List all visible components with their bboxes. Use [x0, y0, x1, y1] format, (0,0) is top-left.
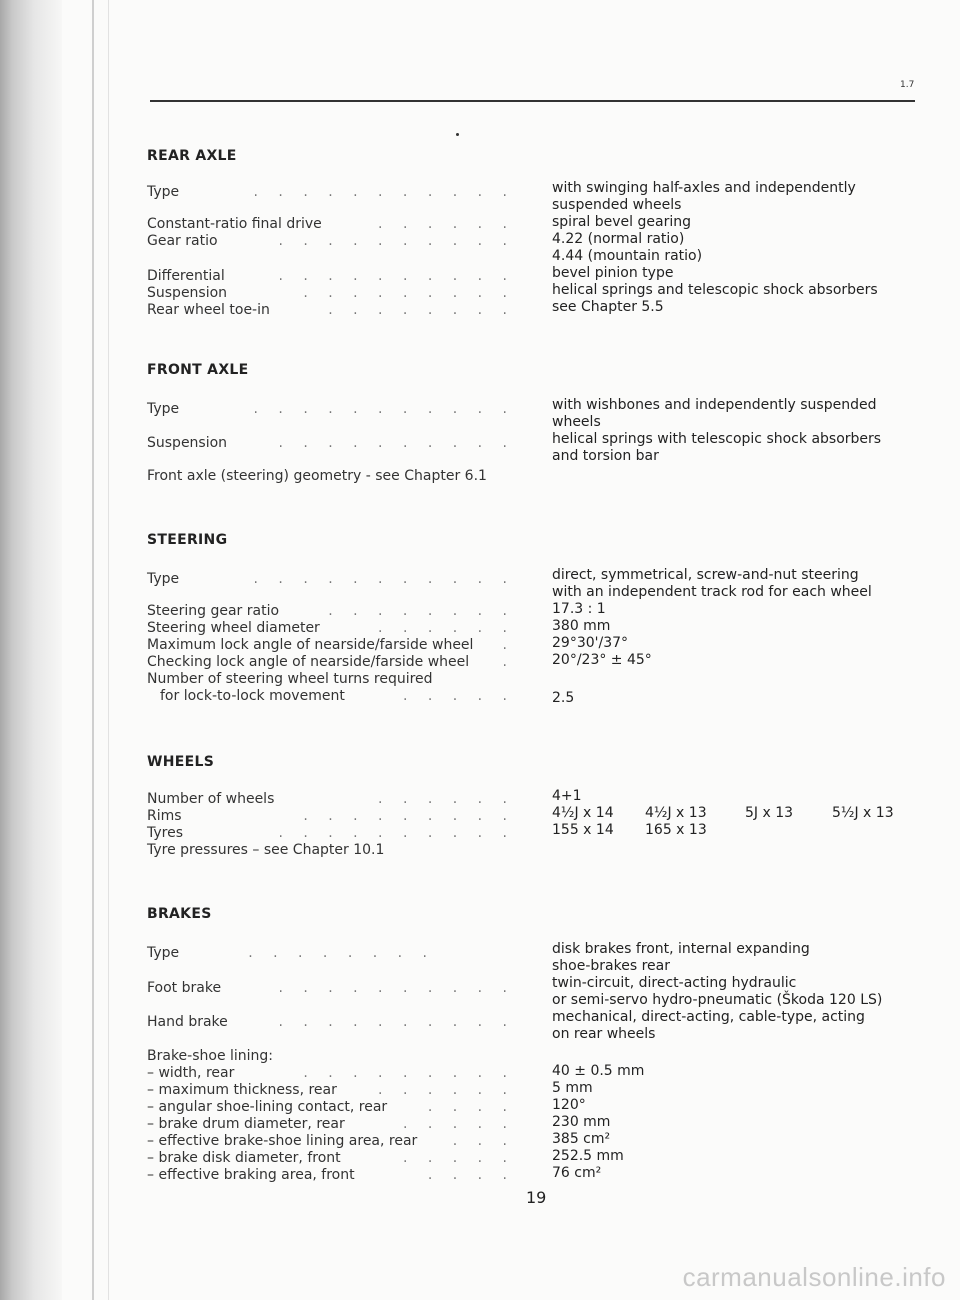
braking-area-value: 76 cm²	[552, 1165, 602, 1181]
turns-label-cont: for lock-to-lock movement	[160, 688, 345, 704]
rear-suspension-value: helical springs and telescopic shock absorbers	[552, 282, 878, 298]
turns-label: Number of steering wheel turns required	[147, 671, 433, 687]
rim-size: 4½J x 14	[552, 805, 614, 821]
speck-mark	[456, 133, 459, 136]
leader-dots: . . . . . . . . . .	[278, 1014, 515, 1030]
rear-type-value: with swinging half-axles and independently	[552, 180, 856, 196]
front-suspension-value: helical springs with telescopic shock absorbers	[552, 431, 882, 447]
leader-dots: . . . .	[427, 1099, 515, 1115]
foot-brake-label: Foot brake	[147, 980, 222, 996]
rim-size: 4½J x 13	[645, 805, 707, 821]
rear-gear-ratio-value-2: 4.44 (mountain ratio)	[552, 248, 703, 264]
header-rule	[150, 100, 915, 102]
leader-dots: . . . . . . . .	[328, 603, 515, 619]
brake-type-value-cont: shoe-brakes rear	[552, 958, 670, 974]
leader-dots: . . . . . .	[378, 1082, 515, 1098]
steering-gear-ratio-label: Steering gear ratio	[147, 603, 280, 619]
front-suspension-value-cont: and torsion bar	[552, 448, 659, 464]
lining-area-value: 385 cm²	[552, 1131, 611, 1147]
leader-dots: . . . . . . . . . . .	[253, 571, 515, 587]
rear-type-label: Type	[147, 184, 180, 200]
lining-width-label: – width, rear	[147, 1065, 235, 1081]
section-title-front-axle: FRONT AXLE	[147, 362, 249, 378]
check-lock-value: 20°/23° ± 45°	[552, 652, 652, 668]
steering-diameter-value: 380 mm	[552, 618, 611, 634]
wheels-number-label: Number of wheels	[147, 791, 275, 807]
disk-diameter-value: 252.5 mm	[552, 1148, 624, 1164]
lining-heading: Brake-shoe lining:	[147, 1048, 274, 1064]
tyres-label: Tyres	[147, 825, 184, 841]
leader-dots: . . . . . . . . . .	[278, 233, 515, 249]
leader-dots: . . . . . . . . .	[303, 808, 515, 824]
lining-width-value: 40 ± 0.5 mm	[552, 1063, 645, 1079]
rim-size: 5½J x 13	[832, 805, 894, 821]
check-lock-label: Checking lock angle of nearside/farside wheel	[147, 654, 470, 670]
rear-type-value-cont: suspended wheels	[552, 197, 682, 213]
brake-type-value: disk brakes front, internal expanding	[552, 941, 810, 957]
steering-gear-ratio-value: 17.3 : 1	[552, 601, 606, 617]
section-title-wheels: WHEELS	[147, 754, 215, 770]
braking-area-label: – effective braking area, front	[147, 1167, 355, 1183]
leader-dots: . . . . .	[402, 688, 515, 704]
rear-gear-ratio-label: Gear ratio	[147, 233, 218, 249]
steering-diameter-label: Steering wheel diameter	[147, 620, 320, 636]
leader-dots: . . . . . .	[378, 216, 515, 232]
page-reference: 1.7	[900, 80, 915, 90]
brake-type-label: Type	[147, 945, 180, 961]
leader-dots: . . . . . .	[378, 791, 515, 807]
lining-thickness-label: – maximum thickness, rear	[147, 1082, 337, 1098]
max-lock-label: Maximum lock angle of nearside/farside wheel	[147, 637, 474, 653]
differential-value: bevel pinion type	[552, 265, 674, 281]
spine-line	[92, 0, 94, 1300]
rims-label: Rims	[147, 808, 182, 824]
spine-line-secondary	[108, 0, 109, 1300]
disk-diameter-label: – brake disk diameter, front	[147, 1150, 341, 1166]
leader-dots: . . . . . . . . . . .	[253, 184, 515, 200]
steering-type-value: direct, symmetrical, screw-and-nut steering	[552, 567, 859, 583]
leader-dots: . . . . .	[402, 1150, 515, 1166]
final-drive-label: Constant-ratio final drive	[147, 216, 322, 232]
book-spine-shadow	[0, 0, 62, 1300]
hand-brake-label: Hand brake	[147, 1014, 228, 1030]
leader-dots: . . . . . . . . . . .	[253, 401, 515, 417]
steering-type-label: Type	[147, 571, 180, 587]
tyre-size: 165 x 13	[645, 822, 707, 838]
rear-suspension-label: Suspension	[147, 285, 228, 301]
tyre-size: 155 x 14	[552, 822, 614, 838]
drum-diameter-label: – brake drum diameter, rear	[147, 1116, 345, 1132]
geometry-note: Front axle (steering) geometry - see Chapter 6.1	[147, 468, 487, 484]
hand-brake-value: mechanical, direct-acting, cable-type, acting	[552, 1009, 865, 1025]
section-title-rear-axle: REAR AXLE	[147, 148, 237, 164]
front-type-value: with wishbones and independently suspended	[552, 397, 877, 413]
differential-label: Differential	[147, 268, 225, 284]
rear-gear-ratio-value: 4.22 (normal ratio)	[552, 231, 685, 247]
watermark: carmanualsonline.info	[682, 1262, 946, 1292]
front-suspension-label: Suspension	[147, 435, 228, 451]
hand-brake-value-cont: on rear wheels	[552, 1026, 656, 1042]
section-title-brakes: BRAKES	[147, 906, 212, 922]
rim-size: 5J x 13	[745, 805, 794, 821]
leader-dots: . . . . . . . . . .	[278, 825, 515, 841]
foot-brake-value: twin-circuit, direct-acting hydraulic	[552, 975, 797, 991]
leader-dots: . . . . . . . .	[248, 945, 435, 961]
leader-dots: .	[502, 654, 515, 670]
angular-contact-value: 120°	[552, 1097, 586, 1113]
max-lock-value: 29°30'/37°	[552, 635, 629, 651]
toe-in-value: see Chapter 5.5	[552, 299, 664, 315]
tyre-pressures-note: Tyre pressures – see Chapter 10.1	[147, 842, 385, 858]
leader-dots: . . . . .	[402, 1116, 515, 1132]
drum-diameter-value: 230 mm	[552, 1114, 611, 1130]
turns-value: 2.5	[552, 690, 575, 706]
leader-dots: . . . . . .	[378, 620, 515, 636]
leader-dots: . . . . . . . . . .	[278, 435, 515, 451]
lining-area-label: – effective brake-shoe lining area, rear	[147, 1133, 418, 1149]
foot-brake-value-cont: or semi-servo hydro-pneumatic (Škoda 120 LS)	[552, 992, 883, 1008]
steering-type-value-cont: with an independent track rod for each wheel	[552, 584, 872, 600]
leader-dots: . . . . . . . . .	[303, 285, 515, 301]
front-type-value-cont: wheels	[552, 414, 601, 430]
angular-contact-label: – angular shoe-lining contact, rear	[147, 1099, 388, 1115]
leader-dots: . . . . . . . . .	[303, 1065, 515, 1081]
leader-dots: . . . . . . . . . .	[278, 268, 515, 284]
front-type-label: Type	[147, 401, 180, 417]
wheels-number-value: 4+1	[552, 788, 582, 804]
leader-dots: . . .	[452, 1133, 515, 1149]
page-number: 19	[526, 1188, 547, 1207]
toe-in-label: Rear wheel toe-in	[147, 302, 270, 318]
lining-thickness-value: 5 mm	[552, 1080, 593, 1096]
leader-dots: .	[502, 637, 515, 653]
leader-dots: . . . . . . . . . .	[278, 980, 515, 996]
final-drive-value: spiral bevel gearing	[552, 214, 691, 230]
leader-dots: . . . . . . . .	[328, 302, 515, 318]
section-title-steering: STEERING	[147, 532, 228, 548]
leader-dots: . . . .	[427, 1167, 515, 1183]
